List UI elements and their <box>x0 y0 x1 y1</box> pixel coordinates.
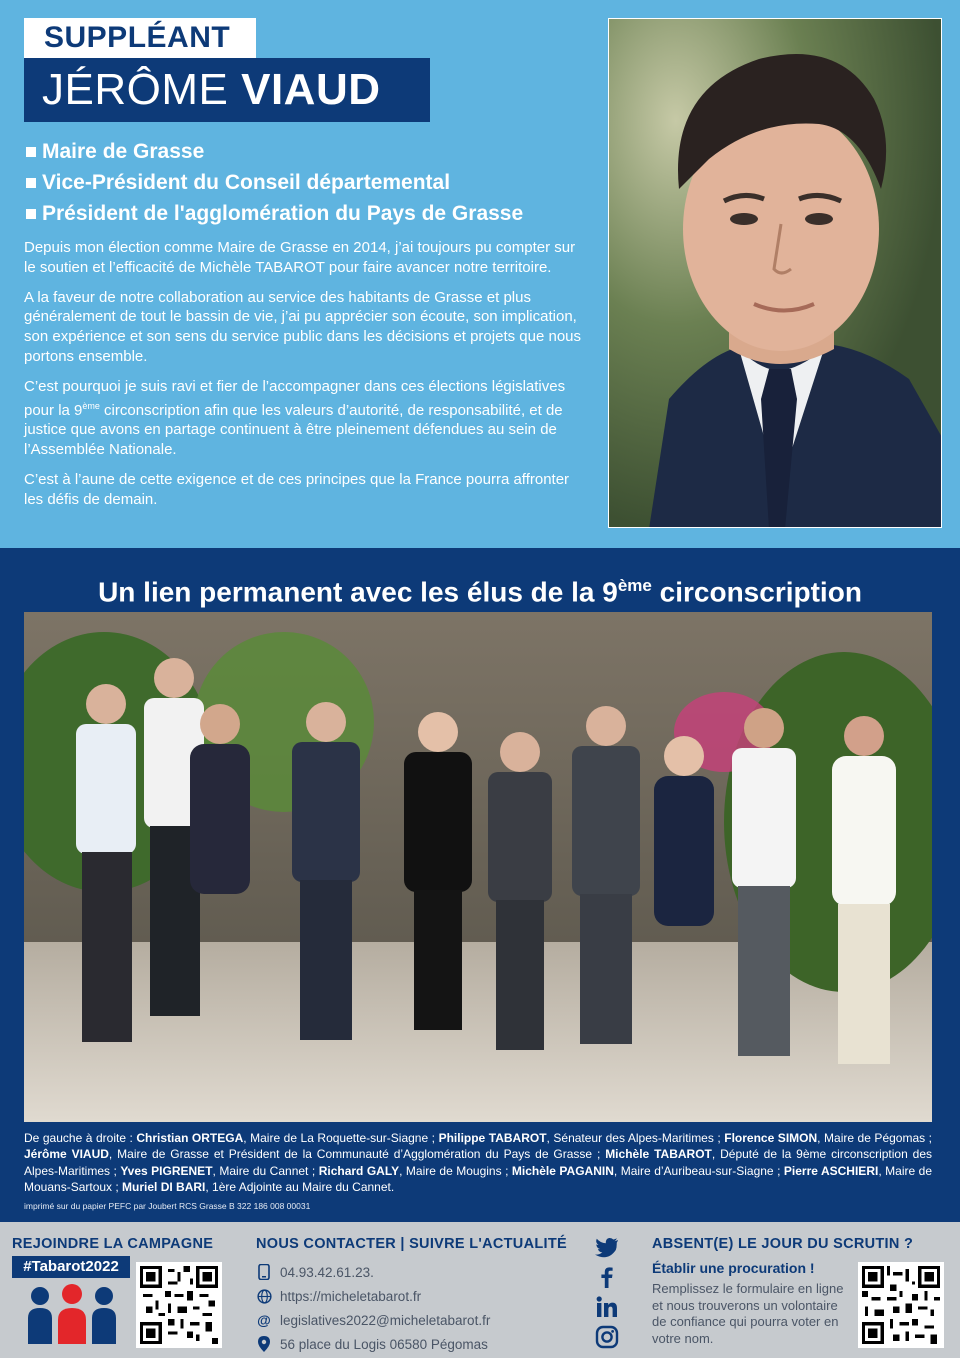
candidate-name <box>24 58 430 122</box>
role-item: Maire de Grasse <box>26 136 523 167</box>
join-campaign-title: REJOINDRE LA CAMPAGNE <box>12 1236 214 1252</box>
candidate-portrait <box>608 18 942 528</box>
intro-paragraph: Depuis mon élection comme Maire de Grasse en 2014, j’ai toujours pu compter sur le soutien et l’efficacité de Michèle TABAROT pour faire avancer notre territoire. <box>24 239 576 276</box>
role-item: Président de l'agglomération du Pays de Grasse <box>26 198 523 229</box>
globe-icon <box>256 1288 272 1304</box>
contact-address[interactable]: 56 place du Logis 06580 Pégomas <box>256 1332 490 1356</box>
portrait-illustration <box>609 19 942 528</box>
group-photo <box>24 612 932 1122</box>
proxy-vote-text: Remplissez le formulaire en ligne et nous trouverons un volontaire de confiance qui pourra voter en votre nom. <box>652 1281 844 1346</box>
candidate-last-name: VIAUD <box>241 65 381 114</box>
candidate-section <box>0 0 960 548</box>
proxy-qr-code[interactable] <box>858 1262 944 1348</box>
intro-paragraph: C’est pourquoi je suis ravi et fier de l’accompagner dans ces élections législatives pour la 9ème circonscription afin que les valeurs d’autorité, de responsabilité, et de justice que avons en partage continuent à être pleinement défendues au sein de l’Assemblée Nationale. <box>24 377 566 459</box>
photo-caption: De gauche à droite : Christian ORTEGA, Maire de La Roquette-sur-Siagne ; Philippe TABAROT, Sénateur des Alpes-Maritimes ; Florence SIMON, Maire de Pégomas ; Jérôme VIAUD, Maire de Grasse et Président de la Communauté d’Agglomération du Pays de Grasse ; Michèle TABAROT, Député de la 9ème circonscription des Alpes-Maritimes ; Yves PIGRENET, Maire du Cannet ; Richard GALY, Maire de Mougins ; Michèle PAGANIN, Maire d’Auribeau-sur-Siagne ; Pierre ASCHIERI, Maire de Mouans-Sartoux ; Muriel DI BARI, 1ère Adjointe au Maire du Cannet. <box>24 1131 932 1195</box>
phone-icon <box>256 1264 272 1280</box>
printer-note: imprimé sur du papier PEFC par Joubert RCS Grasse B 322 186 008 00031 <box>24 1201 311 1211</box>
map-pin-icon <box>256 1336 272 1352</box>
qr-code-icon <box>862 1266 940 1344</box>
roles-list <box>26 136 523 229</box>
supporters-icon <box>26 1284 118 1344</box>
campaign-qr-code[interactable] <box>136 1262 222 1348</box>
section-headline: Un lien permanent avec les élus de la 9ème circonscription <box>98 576 862 608</box>
elected-officials-section <box>0 548 960 1222</box>
linkedin-icon[interactable] <box>594 1294 620 1320</box>
twitter-icon[interactable] <box>594 1234 620 1260</box>
absent-title: ABSENT(E) LE JOUR DU SCRUTIN ? <box>652 1236 914 1252</box>
contact-list <box>256 1260 490 1356</box>
group-photo-illustration <box>24 612 932 1122</box>
square-bullet-icon <box>26 178 36 188</box>
intro-paragraph: A la faveur de notre collaboration au service des habitants de Grasse et plus généralement de tout le bassin de vie, j’ai pu apprécier son écoute, son implication, son expérience et son sens du service public dans les décisions et projets que nous portons ensemble. <box>24 288 581 365</box>
proxy-vote-heading: Établir une procuration ! <box>652 1260 815 1276</box>
footer <box>0 1222 960 1358</box>
role-item: Vice-Président du Conseil départemental <box>26 167 523 198</box>
intro-paragraph: C’est à l’aune de cette exigence et de ces principes que la France pourra affronter les défis de demain. <box>24 470 570 508</box>
contact-title: NOUS CONTACTER | SUIVRE L'ACTUALITÉ <box>256 1236 567 1252</box>
contact-website[interactable]: https://micheletabarot.fr <box>256 1284 490 1308</box>
at-sign-icon: @ <box>257 1312 271 1328</box>
intro-text <box>24 238 584 520</box>
hashtag-badge[interactable]: #Tabarot2022 <box>12 1256 130 1278</box>
square-bullet-icon <box>26 147 36 157</box>
instagram-icon[interactable] <box>594 1324 620 1350</box>
social-links <box>594 1234 624 1354</box>
candidate-first-name: JÉRÔME <box>42 65 229 114</box>
substitute-badge: SUPPLÉANT <box>24 18 256 58</box>
contact-phone[interactable]: 04.93.42.61.23. <box>256 1260 490 1284</box>
square-bullet-icon <box>26 209 36 219</box>
contact-email[interactable]: @ legislatives2022@micheletabarot.fr <box>257 1312 491 1328</box>
qr-code-icon <box>140 1266 218 1344</box>
facebook-icon[interactable] <box>594 1264 620 1290</box>
